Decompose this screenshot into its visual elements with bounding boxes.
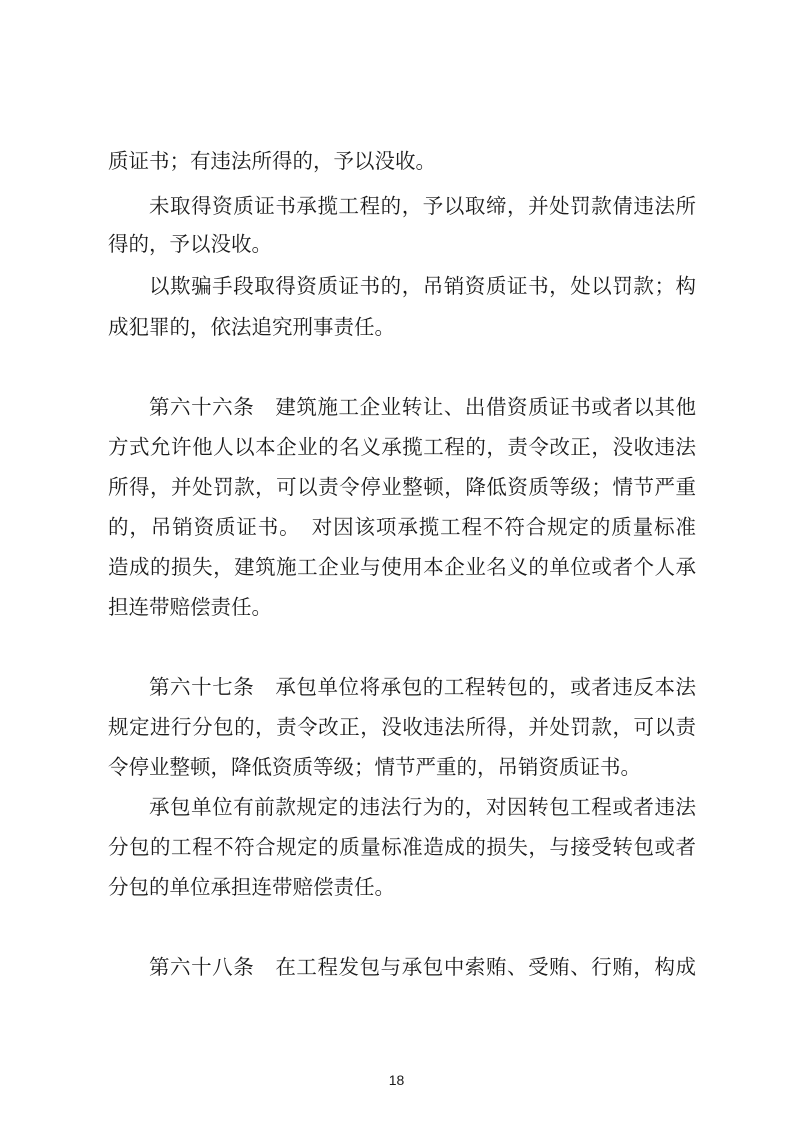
text-line: 的，吊销资质证书。 对因该项承揽工程不符合规定的质量标准 bbox=[108, 515, 696, 539]
text-line: 规定进行分包的，责令改正，没收违法所得，并处罚款，可以责 bbox=[108, 715, 696, 739]
text-line: 分包的单位承担连带赔偿责任。 bbox=[108, 875, 395, 899]
text-line: 未取得资质证书承揽工程的，予以取缔，并处罚款倩违法所 bbox=[149, 194, 696, 218]
text-line: 得的，予以没收。 bbox=[108, 232, 272, 256]
text-line: 质证书；有违法所得的，予以没收。 bbox=[108, 149, 436, 173]
text-line: 承包单位有前款规定的违法行为的，对因转包工程或者违法 bbox=[149, 795, 696, 819]
text-line: 成犯罪的，依法追究刑事责任。 bbox=[108, 315, 395, 339]
article-68-line: 第六十八条 在工程发包与承包中索贿、受贿、行贿，构成 bbox=[149, 955, 696, 979]
page-number: 18 bbox=[388, 1072, 405, 1088]
article-66-line: 第六十六条 建筑施工企业转让、出借资质证书或者以其他 bbox=[149, 395, 696, 419]
article-67-line: 第六十七条 承包单位将承包的工程转包的，或者违反本法 bbox=[149, 675, 696, 699]
text-line: 以欺骗手段取得资质证书的，吊销资质证书，处以罚款；构 bbox=[149, 274, 696, 298]
text-line: 所得，并处罚款，可以责令停业整顿，降低资质等级；情节严重 bbox=[108, 475, 696, 499]
text-line: 令停业整顿，降低资质等级；情节严重的，吊销资质证书。 bbox=[108, 755, 641, 779]
text-line: 担连带赔偿责任。 bbox=[108, 595, 272, 619]
text-line: 造成的损失，建筑施工企业与使用本企业名义的单位或者个人承 bbox=[108, 555, 696, 579]
text-line: 方式允许他人以本企业的名义承揽工程的，责令改正，没收违法 bbox=[108, 435, 696, 459]
text-line: 分包的工程不符合规定的质量标准造成的损失，与接受转包或者 bbox=[108, 835, 696, 859]
